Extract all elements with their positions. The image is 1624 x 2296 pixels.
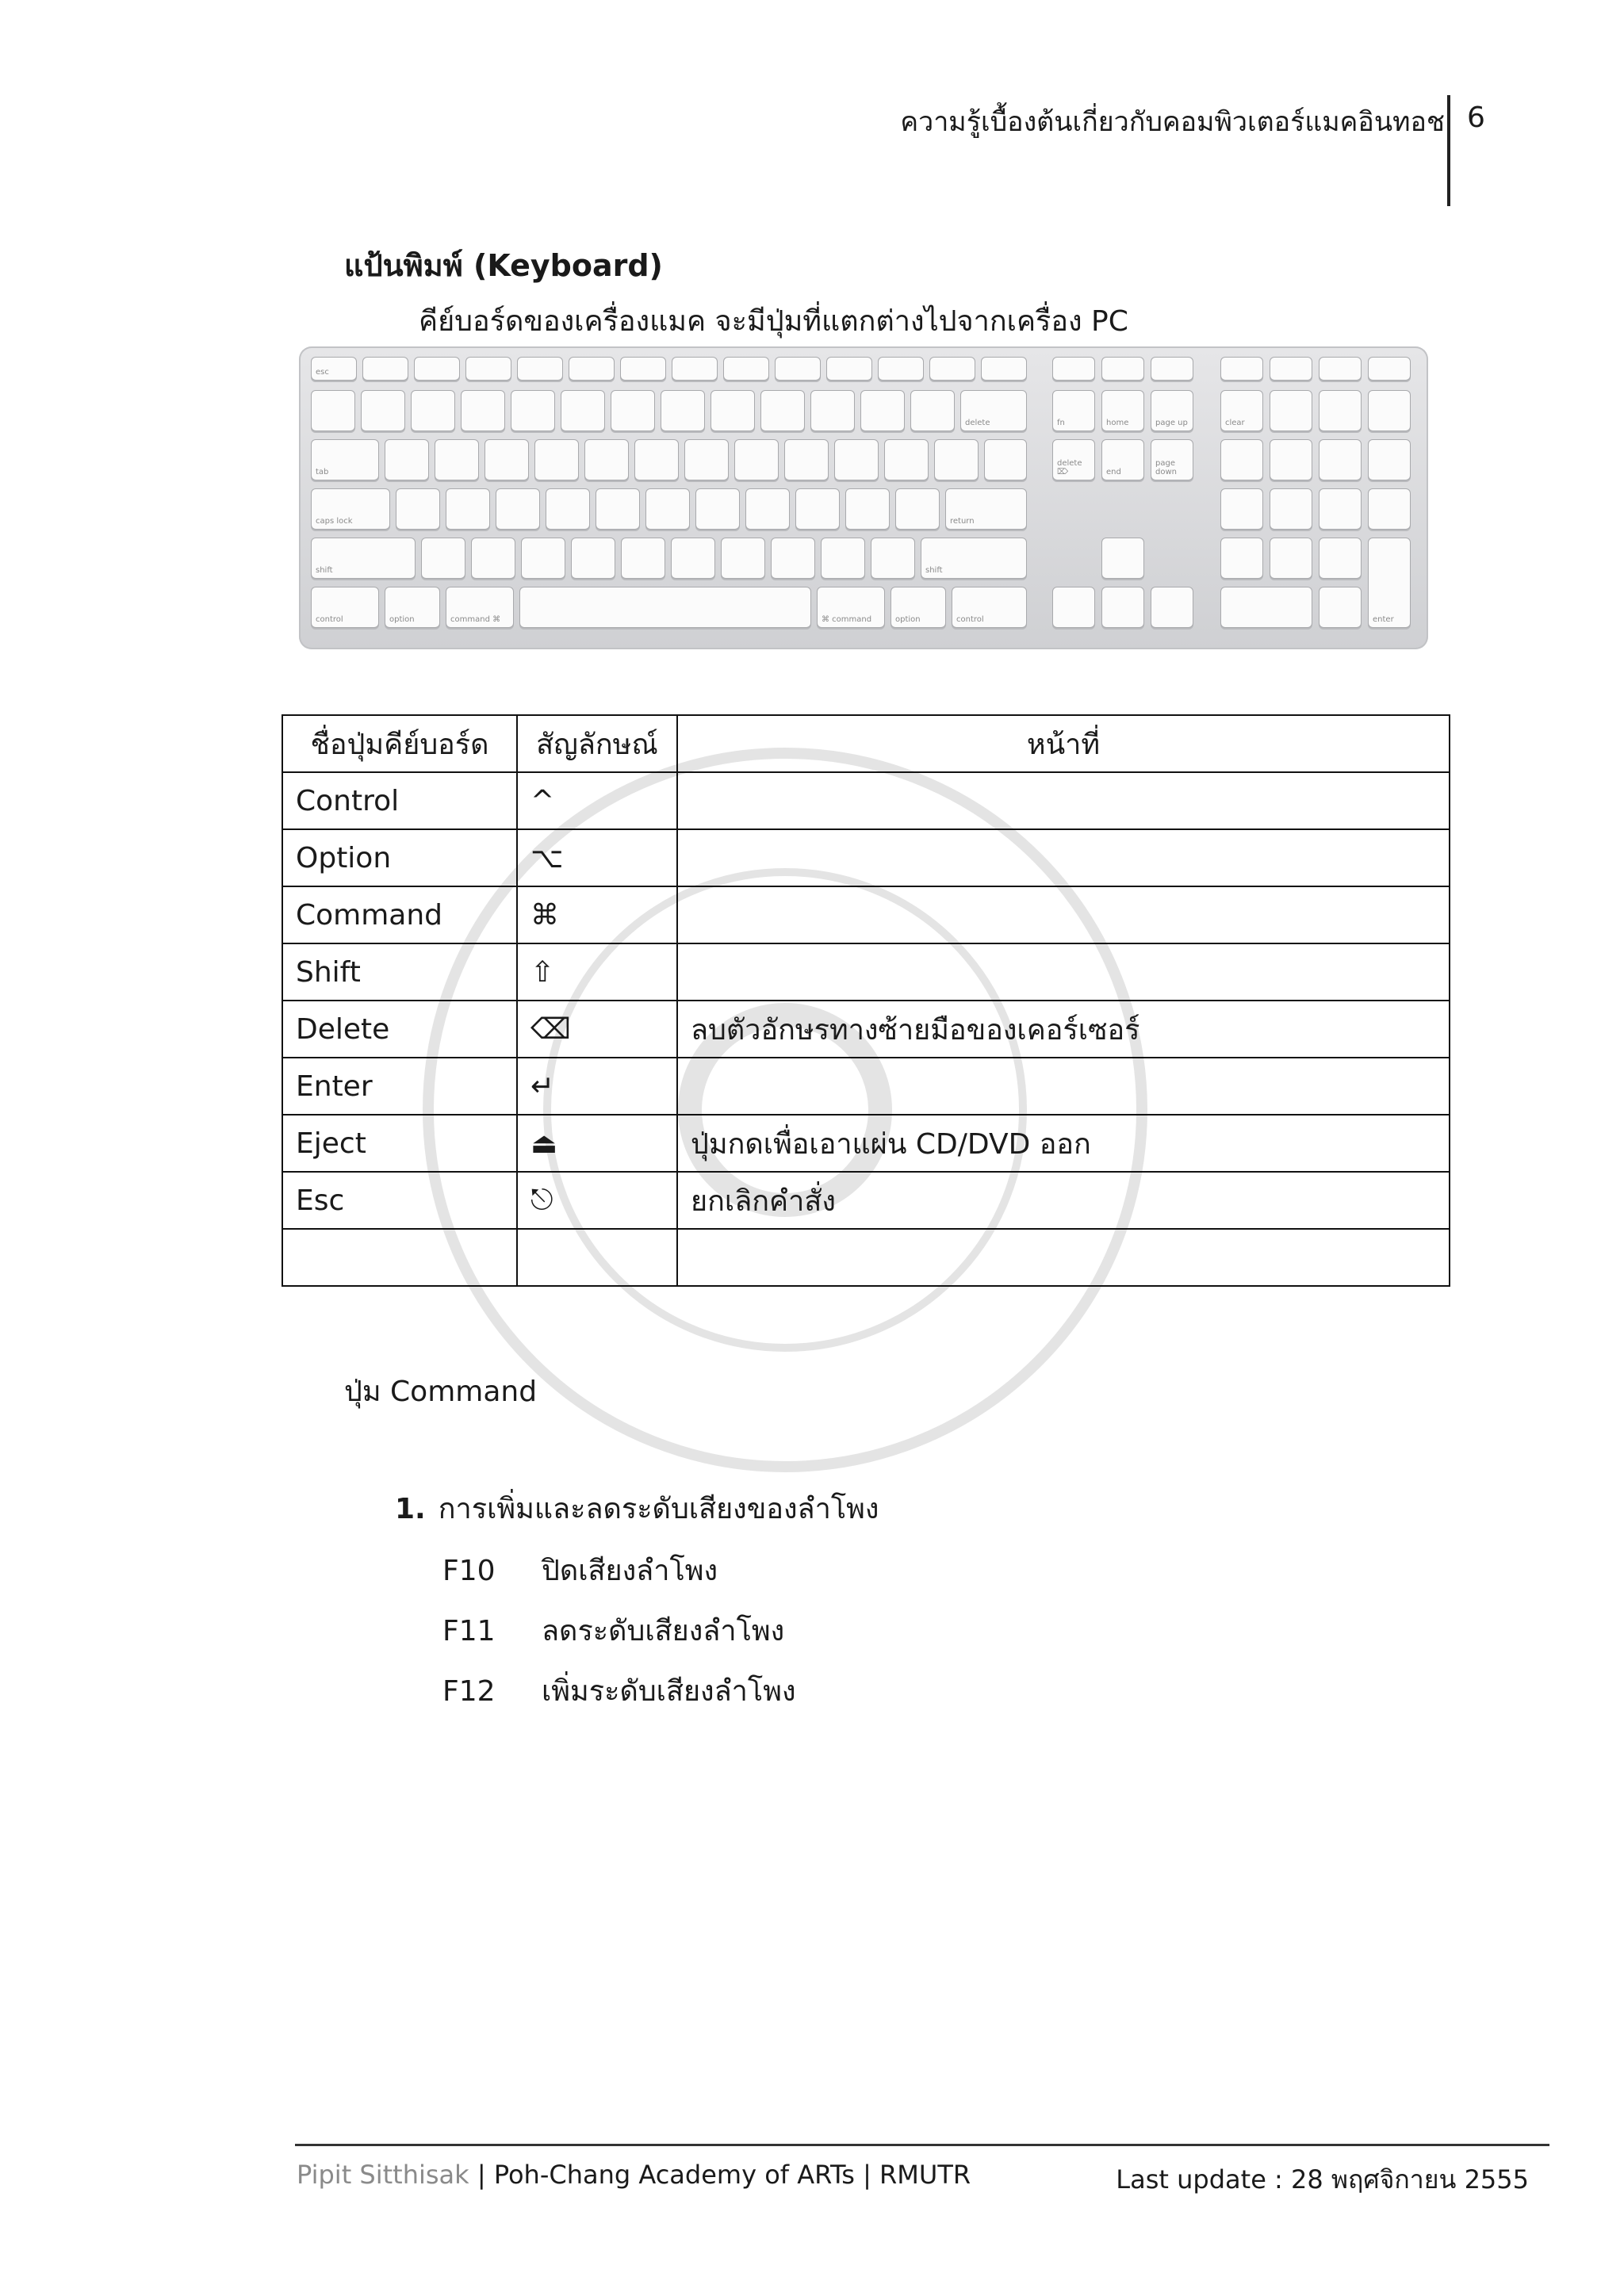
key (1270, 390, 1312, 431)
key (695, 488, 740, 530)
key (1220, 538, 1263, 579)
key (1319, 390, 1362, 431)
key (596, 488, 640, 530)
key-arrow-right (1151, 587, 1193, 628)
key (1270, 357, 1312, 381)
key (1319, 587, 1362, 628)
footer-update: Last update : 28 พฤศจิกายน 2555 (1116, 2164, 1529, 2195)
function-desc: ปิดเสียงลำโพง (542, 1555, 718, 1587)
key-function (677, 943, 1450, 1001)
key-return: return (945, 488, 1027, 530)
key-caps-lock: caps lock (311, 488, 390, 530)
footer-credit (297, 2160, 971, 2190)
table-row (282, 1115, 1450, 1172)
key-function (677, 772, 1450, 829)
key (421, 538, 465, 579)
keyboard-illustration (299, 346, 1428, 649)
key (745, 488, 790, 530)
key-name (282, 1229, 517, 1286)
table-header-row (282, 715, 1450, 772)
footer-author: Pipit Sitthisak (297, 2160, 469, 2190)
key-command-left: command ⌘ (446, 587, 514, 628)
key-symbol (517, 1229, 677, 1286)
key-symbol: ^ (517, 772, 677, 829)
table-row (282, 943, 1450, 1001)
key (878, 357, 924, 381)
key (411, 390, 455, 431)
key-function (677, 1229, 1450, 1286)
key (981, 357, 1027, 381)
key (734, 439, 779, 480)
key-esc: esc (311, 357, 357, 381)
key (1270, 439, 1312, 480)
key (929, 357, 975, 381)
table-row (282, 1172, 1450, 1229)
key (684, 439, 729, 480)
key (1220, 587, 1312, 628)
list-item (442, 1548, 718, 1593)
key (784, 439, 829, 480)
key-control-left: control (311, 587, 379, 628)
key-symbol: ↵ (517, 1058, 677, 1115)
key-name: Esc (282, 1172, 517, 1229)
key-function (677, 886, 1450, 943)
key (511, 390, 555, 431)
column-header: หน้าที่ (677, 715, 1450, 772)
function-key: F11 (442, 1615, 496, 1647)
key (1151, 357, 1193, 381)
key (1220, 488, 1263, 530)
key (634, 439, 679, 480)
key (895, 488, 940, 530)
key (645, 488, 690, 530)
key (1101, 357, 1144, 381)
list-number: 1. (395, 1493, 426, 1525)
key-end: end (1101, 439, 1144, 480)
key (1319, 439, 1362, 480)
table-row (282, 1229, 1450, 1286)
key (721, 538, 765, 579)
key (485, 439, 529, 480)
key (396, 488, 440, 530)
key-control-right: control (952, 587, 1027, 628)
key-function (677, 829, 1450, 886)
key (361, 390, 405, 431)
key-function: ยกเลิกคำสั่ง (677, 1172, 1450, 1229)
key (871, 538, 915, 579)
key (521, 538, 565, 579)
key-option-right: option (891, 587, 946, 628)
key (1368, 488, 1411, 530)
key (860, 390, 905, 431)
key-arrow-down (1101, 587, 1144, 628)
key (1270, 488, 1312, 530)
key (1052, 357, 1095, 381)
key (496, 488, 540, 530)
key (884, 439, 929, 480)
key (584, 439, 629, 480)
key-symbol: ⇧ (517, 943, 677, 1001)
intro-text: คีย์บอร์ดของเครื่องแมค จะมีปุ่มที่แตกต่างไปจากเครื่อง PC (419, 305, 1128, 338)
table-row (282, 772, 1450, 829)
key-function: ลบตัวอักษรทางซ้ายมือของเคอร์เซอร์ (677, 1001, 1450, 1058)
key-arrow-up (1101, 538, 1144, 579)
key (471, 538, 515, 579)
key (534, 439, 579, 480)
table-row (282, 829, 1450, 886)
list-heading (395, 1486, 879, 1531)
key-name: Command (282, 886, 517, 943)
key (611, 390, 655, 431)
key (1220, 357, 1263, 381)
key-name: Delete (282, 1001, 517, 1058)
section-title: แป้นพิมพ์ (Keyboard) (344, 248, 663, 283)
list-item (442, 1668, 796, 1713)
key (1270, 538, 1312, 579)
key (435, 439, 479, 480)
key (671, 538, 715, 579)
key (446, 488, 490, 530)
list-item (442, 1608, 784, 1653)
key (362, 357, 408, 381)
key-symbol: ⌘ (517, 886, 677, 943)
key (465, 357, 511, 381)
key-space (519, 587, 811, 628)
key (672, 357, 718, 381)
key (934, 439, 979, 480)
key (517, 357, 563, 381)
key (569, 357, 615, 381)
key (795, 488, 840, 530)
key (1368, 439, 1411, 480)
key-table (282, 714, 1450, 1287)
key (1368, 390, 1411, 431)
command-label: ปุ่ม Command (344, 1376, 538, 1408)
key (414, 357, 460, 381)
key-enter: enter (1368, 538, 1411, 628)
footer-org: | Poh-Chang Academy of ARTs | RMUTR (469, 2160, 971, 2190)
table-row (282, 1001, 1450, 1058)
key (810, 390, 855, 431)
key-shift-right: shift (921, 538, 1027, 579)
function-desc: ลดระดับเสียงลำโพง (542, 1615, 785, 1647)
key-option-left: option (385, 587, 440, 628)
key (1319, 538, 1362, 579)
key (461, 390, 505, 431)
key (1319, 488, 1362, 530)
key-function: ปุ่มกดเพื่อเอาแผ่น CD/DVD ออก (677, 1115, 1450, 1172)
running-header: ความรู้เบื้องต้นเกี่ยวกับคอมพิวเตอร์แมคอินทอช (900, 106, 1445, 138)
key-name: Enter (282, 1058, 517, 1115)
function-key: F10 (442, 1555, 496, 1587)
key-symbol: ⌥ (517, 829, 677, 886)
key-delete-forward: delete ⌦ (1052, 439, 1095, 480)
page-number: 6 (1467, 101, 1485, 134)
column-header: ชื่อปุ่มคีย์บอร์ด (282, 715, 517, 772)
key-tab: tab (311, 439, 379, 480)
key-symbol: ⏏ (517, 1115, 677, 1172)
key-name: Control (282, 772, 517, 829)
footer-rule (295, 2144, 1549, 2146)
key-symbol: ⎋ (517, 1172, 677, 1229)
key (775, 357, 821, 381)
key (311, 390, 355, 431)
key-name: Eject (282, 1115, 517, 1172)
key (561, 390, 605, 431)
key (1368, 357, 1411, 381)
key (546, 488, 590, 530)
column-header: สัญลักษณ์ (517, 715, 677, 772)
key (821, 538, 865, 579)
key-delete: delete (960, 390, 1027, 431)
key-page-up: page up (1151, 390, 1193, 431)
key-fn: fn (1052, 390, 1095, 431)
key-arrow-left (1052, 587, 1095, 628)
key (845, 488, 890, 530)
key (723, 357, 769, 381)
key (661, 390, 705, 431)
key (984, 439, 1027, 480)
key (620, 357, 666, 381)
key-clear: clear (1220, 390, 1263, 431)
table-row (282, 1058, 1450, 1115)
key-name: Shift (282, 943, 517, 1001)
key (826, 357, 872, 381)
key (1319, 357, 1362, 381)
key-page-down: page down (1151, 439, 1193, 480)
list-heading-text: การเพิ่มและลดระดับเสียงของลำโพง (438, 1493, 879, 1525)
function-desc: เพิ่มระดับเสียงลำโพง (542, 1675, 796, 1708)
key (571, 538, 615, 579)
key-home: home (1101, 390, 1144, 431)
key-function (677, 1058, 1450, 1115)
key (910, 390, 955, 431)
table-row (282, 886, 1450, 943)
key-name: Option (282, 829, 517, 886)
function-key: F12 (442, 1675, 496, 1708)
key (385, 439, 429, 480)
key-command-right: ⌘ command (817, 587, 885, 628)
key (771, 538, 815, 579)
key (760, 390, 805, 431)
key (710, 390, 755, 431)
key (621, 538, 665, 579)
key-shift-left: shift (311, 538, 416, 579)
key (1220, 439, 1263, 480)
key (834, 439, 879, 480)
header-divider (1447, 95, 1450, 206)
key-symbol: ⌫ (517, 1001, 677, 1058)
